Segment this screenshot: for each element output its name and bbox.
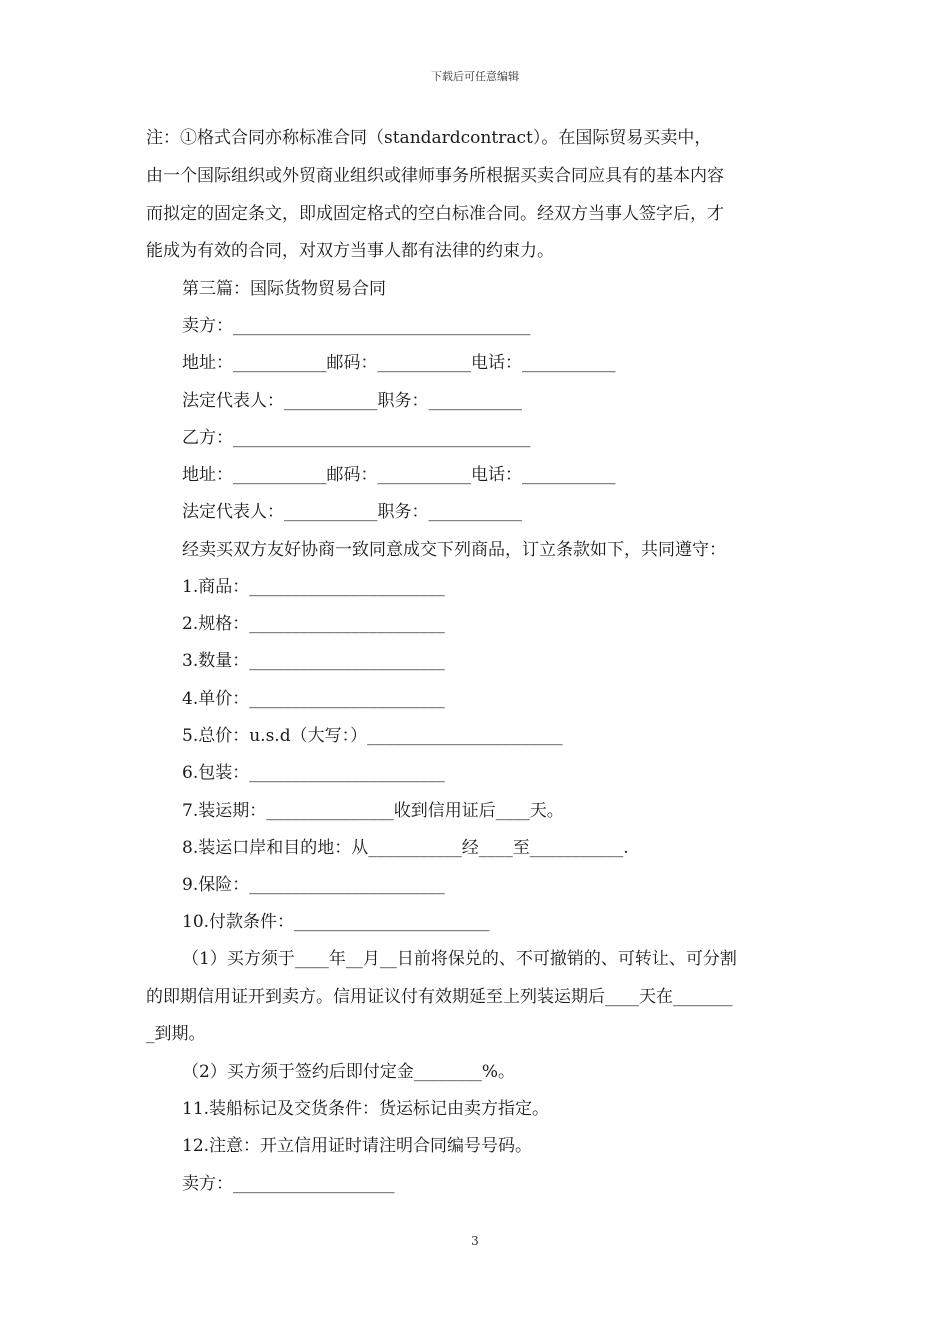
note-line-1: 注：①格式合同亦称标准合同（standardcontract）。在国际贸易买卖中， [146, 128, 712, 148]
note-line-2: 由一个国际组织或外贸商业组织或律师事务所根据买卖合同应具有的基本内容 [146, 166, 724, 186]
page-number: 3 [471, 1234, 479, 1248]
clause-shipment-period: 7.装运期：_______________收到信用证后____天。 [182, 801, 564, 821]
clause-insurance: 9.保险：_______________________ [182, 875, 445, 895]
clause-goods: 1.商品：_______________________ [182, 577, 445, 597]
seller-rep-line: 法定代表人：___________职务：___________ [182, 391, 522, 411]
buyer-rep-line: 法定代表人：___________职务：___________ [182, 502, 522, 522]
buyer-line: 乙方：___________________________________ [182, 428, 531, 448]
signature-seller: 卖方：___________________ [182, 1174, 395, 1194]
seller-address-line: 地址：___________邮码：___________电话：___________ [182, 353, 616, 373]
clause-shipping-marks: 11.装船标记及交货条件：货运标记由卖方指定。 [182, 1099, 550, 1119]
page-header: 下载后可任意编辑 [431, 70, 519, 83]
seller-line: 卖方：___________________________________ [182, 316, 531, 336]
payment-1-line-3: _到期。 [146, 1024, 206, 1044]
clause-unit-price: 4.单价：_______________________ [182, 689, 445, 709]
clause-packing: 6.包装：_______________________ [182, 763, 445, 783]
clause-total-price: 5.总价：u.s.d（大写：）_______________________ [182, 726, 563, 746]
note-line-3: 而拟定的固定条文，即成固定格式的空白标准合同。经双方当事人签字后，才 [146, 204, 724, 224]
buyer-address-line: 地址：___________邮码：___________电话：___________ [182, 465, 616, 485]
clause-notice: 12.注意：开立信用证时请注明合同编号号码。 [182, 1136, 533, 1156]
note-line-4: 能成为有效的合同，对双方当事人都有法律的约束力。 [146, 241, 554, 261]
clause-specification: 2.规格：_______________________ [182, 614, 445, 634]
payment-1-line-2: 的即期信用证开到卖方。信用证议付有效期延至上列装运期后____天在_______ [146, 987, 733, 1007]
clause-payment: 10.付款条件：_______________________ [182, 912, 490, 932]
payment-2-line: （2）买方须于签约后即付定金________%。 [182, 1062, 515, 1082]
clause-ports: 8.装运口岸和目的地：从___________经____至___________. [182, 838, 629, 858]
payment-1-line-1: （1）买方须于____年__月__日前将保兑的、不可撤销的、可转让、可分割 [182, 949, 737, 969]
clause-quantity: 3.数量：_______________________ [182, 651, 445, 671]
intro-line: 经卖买双方友好协商一致同意成交下列商品，订立条款如下，共同遵守： [182, 540, 726, 560]
section-title: 第三篇：国际货物贸易合同 [182, 279, 386, 299]
